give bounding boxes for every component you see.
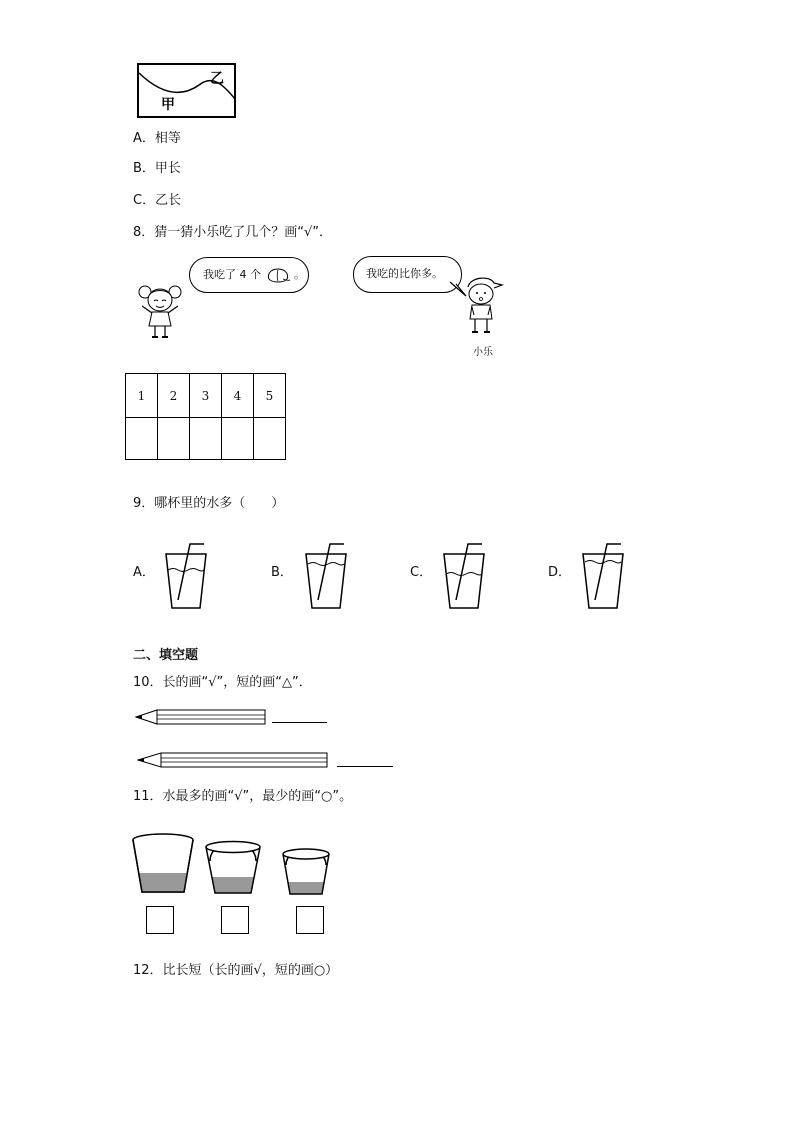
q7-option-c: C．乙长 <box>133 193 182 208</box>
table-cell-number: 1 <box>126 374 158 418</box>
large-bucket-icon <box>130 830 196 898</box>
q9-option-c: C． <box>410 565 433 580</box>
q9-question: 9．哪杯里的水多（ ） <box>133 496 285 511</box>
section-title: 二、填空题 <box>133 648 199 663</box>
region-comparison-figure <box>137 63 237 119</box>
q9-option-d: D． <box>548 565 572 580</box>
q10-question: 10．长的画“√”，短的画“△”． <box>133 675 312 690</box>
table-cell-number: 5 <box>254 374 286 418</box>
q9-option-b: B． <box>271 565 293 580</box>
boy-speech-text: 我吃的比你多。 <box>366 267 443 280</box>
girl-figure <box>136 280 186 344</box>
region-b-label: 乙 <box>210 71 224 87</box>
answer-line[interactable] <box>337 766 393 767</box>
girl-speech-end: 。 <box>294 268 305 281</box>
short-pencil-icon <box>135 708 267 726</box>
q7-option-a: A．相等 <box>133 131 181 146</box>
answer-box[interactable] <box>296 906 324 934</box>
long-pencil-icon <box>137 751 329 769</box>
q8-question: 8．猜一猜小乐吃了几个？画“√”． <box>133 225 333 240</box>
cup-a-icon <box>160 540 210 612</box>
peach-icon <box>265 267 291 283</box>
boy-figure <box>460 275 506 343</box>
q11-question: 11．水最多的画“√”，最少的画“○”。 <box>133 789 353 804</box>
answer-table <box>125 373 286 460</box>
girl-speech-main: 我吃了 4 个 <box>203 268 261 281</box>
small-bucket-icon <box>280 845 332 899</box>
q12-question: 12．比长短（长的画√，短的画○） <box>133 963 339 978</box>
q9-option-a: A． <box>133 565 155 580</box>
answer-box[interactable] <box>146 906 174 934</box>
medium-bucket-icon <box>203 837 263 899</box>
boy-name-label: 小乐 <box>473 347 493 358</box>
table-cell-number: 4 <box>222 374 254 418</box>
table-cell-number: 2 <box>158 374 190 418</box>
q7-option-b: B．甲长 <box>133 161 181 176</box>
table-answer-cell[interactable] <box>222 418 254 460</box>
table-answer-cell[interactable] <box>126 418 158 460</box>
table-answer-cell[interactable] <box>190 418 222 460</box>
region-a-label: 甲 <box>161 97 175 113</box>
table-cell-number: 3 <box>190 374 222 418</box>
cup-d-icon <box>577 540 627 612</box>
answer-line[interactable] <box>272 722 327 723</box>
answer-box[interactable] <box>221 906 249 934</box>
girl-speech-text <box>203 267 305 283</box>
cup-b-icon <box>300 540 350 612</box>
cup-c-icon <box>438 540 488 612</box>
table-answer-cell[interactable] <box>254 418 286 460</box>
table-answer-cell[interactable] <box>158 418 190 460</box>
